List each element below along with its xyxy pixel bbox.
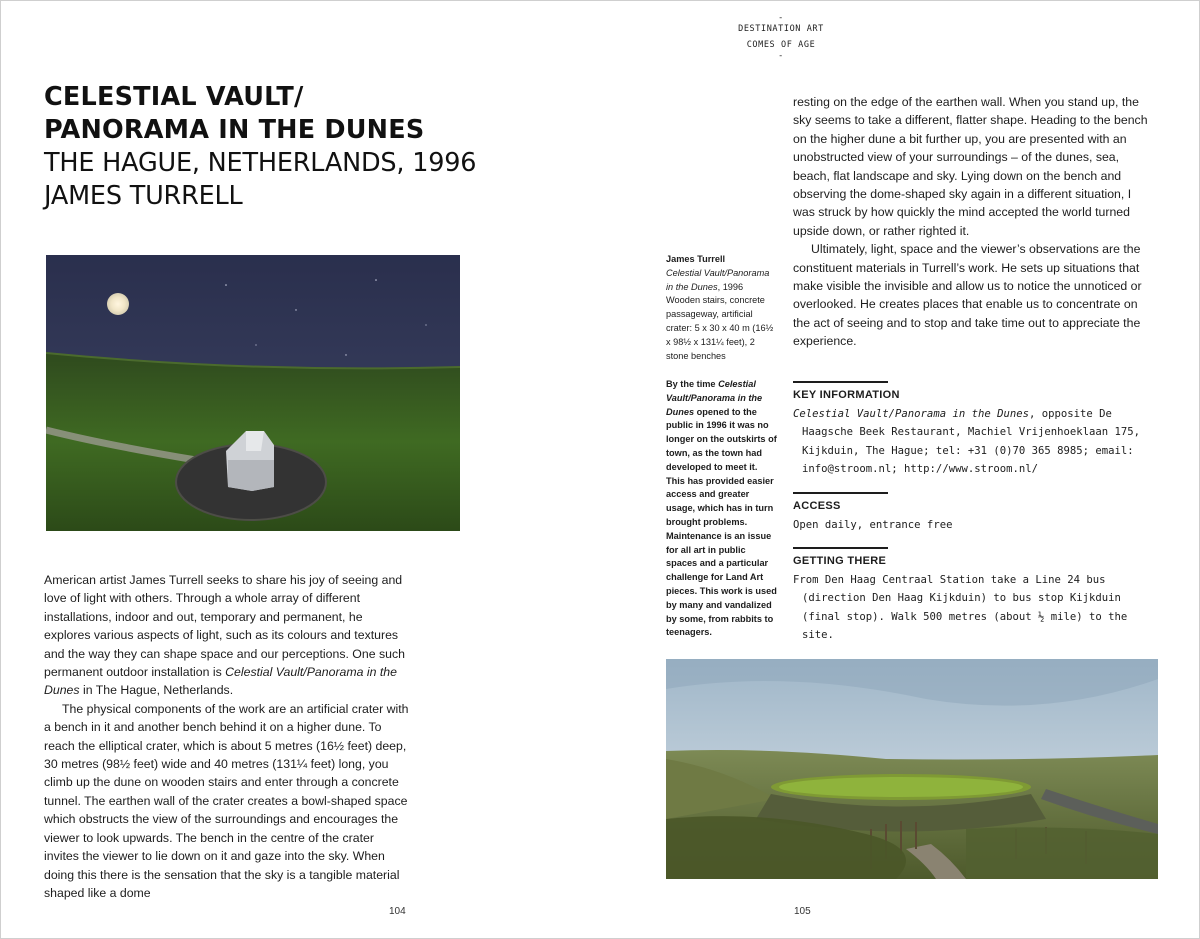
running-head-dash-bottom: - [778,51,784,61]
sidebar-note-start: By the time [666,379,719,389]
body-left-p1-text: American artist James Turrell seeks to share his joy of seeing and love of light with others. Through a whole array of different installations, indoor and out, temporary and permanent, he explores various aspects of light, such as its colours and textures and the way they can shape space and our perceptions. One such permanent outdoor installation is [44,573,405,680]
title-line-1: CELESTIAL VAULT/ [44,82,304,112]
caption-title-line [666,267,778,295]
section-rule [793,547,888,549]
body-left-p1-work-title: Celestial Vault/Panorama in the Dunes [44,665,397,698]
body-text-left [44,571,412,902]
crater-night-photo [46,255,460,531]
body-left-p1-end: in The Hague, Netherlands. [79,683,234,698]
caption-work-title: Celestial Vault/Panorama in the Dunes [666,267,770,292]
running-head-line-2: COMES OF AGE [746,40,816,50]
crater-night-illustration [46,255,460,531]
getting-there-section [793,547,1155,645]
running-head-line-1: DESTINATION ART [738,24,824,34]
moon-icon [107,293,129,315]
key-information-details: , opposite De Haagsche Beek Restaurant, Machiel Vrijenhoeklaan 175, Kijkduin, The Hague; tel: +31 (0)70 365 8985; email: info@stroom.nl; http://www.stroom.nl/ [802,408,1141,476]
sidebar-note-work-title: Celestial Vault/Panorama in the Dunes [666,379,763,417]
dunes-aerial-illustration [666,659,1158,879]
dunes-aerial-photo [666,659,1158,879]
running-head [701,15,861,59]
key-information-section [793,381,1155,479]
key-information-work-title: Celestial Vault/Panorama in the Dunes [793,408,1029,420]
sidebar-note [666,378,778,640]
section-rule [793,381,888,383]
body-right-paragraph-1: resting on the edge of the earthen wall. When you stand up, the sky seems to take a different, flatter shape. Heading to the bench on the higher dune a bit further up, you are presented with an unobstructed view of your surroundings – of the dunes, sea, beach, flat landscape and sky. Lying down on the bench and observing the dome-shaped sky again in a different situation, I was struck by how quickly the mind accepted the world turned upside down, or rather righted it. [793,95,1148,238]
access-section [793,492,1155,534]
body-right-paragraph-2: Ultimately, light, space and the viewer’s observations are the constituent materials in Turrell’s work. He sets up situations that make visible the invisible and allow us to notice the unnoticed or overlooked. He creates places that enable us to concentrate on the act of seeing and to stop and take time out to appreciate the experience. [793,242,1142,349]
getting-there-heading: GETTING THERE [793,555,887,567]
page-number-left: 104 [389,906,406,917]
photo-caption [666,253,778,363]
title-location: THE HAGUE, NETHERLANDS, 1996 [44,148,477,178]
body-left-paragraph-2: The physical components of the work are an artificial crater with a bench in it and another bench behind it on a higher dune. To reach the elliptical crater, which is about 5 metres (16½ feet) deep, 30 metres (98½ feet) wide and 40 metres (131¼ feet) long, you climb up the dune on wooden stairs and enter through a concrete tunnel. The earthen wall of the crater creates a bowl-shaped space which obstructs the view of the surroundings and encourages the viewer to look upwards. The bench in the centre of the crater invites the viewer to lie down on it and gaze into the sky. When doing this there is the sensation that the sky is a tangible material shaped like a dome [44,701,409,900]
body-text-right [793,93,1155,351]
caption-materials: Wooden stairs, concrete passageway, artificial crater: 5 x 30 x 40 m (16½ x 98½ x 131¼ feet), 2 stone benches [666,295,774,361]
article-title [44,81,514,213]
key-information-heading: KEY INFORMATION [793,389,900,401]
access-heading: ACCESS [793,500,841,512]
title-line-2: PANORAMA IN THE DUNES [44,115,425,145]
caption-year: , 1996 [717,281,744,292]
body-left-paragraph-1 [44,571,412,700]
title-artist: JAMES TURRELL [44,181,243,211]
key-information-text [793,405,1155,479]
caption-artist: James Turrell [666,254,726,264]
access-text: Open daily, entrance free [793,519,953,531]
sidebar-note-text: opened to the public in 1996 it was no longer on the outskirts of town, as the town had developed to meet it. This has provided easier access and greater usage, which has in turn brought problems. Maintenance is an issue for all art in public spaces and a particular challenge for Land Art pieces. This work is used by many and vandalized by some, from rabbits to teenagers. [666,406,777,638]
running-head-dash-top: - [778,13,784,23]
section-rule [793,492,888,494]
page-number-right: 105 [794,906,811,917]
getting-there-text: From Den Haag Centraal Station take a Line 24 bus (direction Den Haag Kijkduin) to bus stop Kijkduin (final stop). Walk 500 metres (about ½ mile) to the site. [793,574,1128,642]
